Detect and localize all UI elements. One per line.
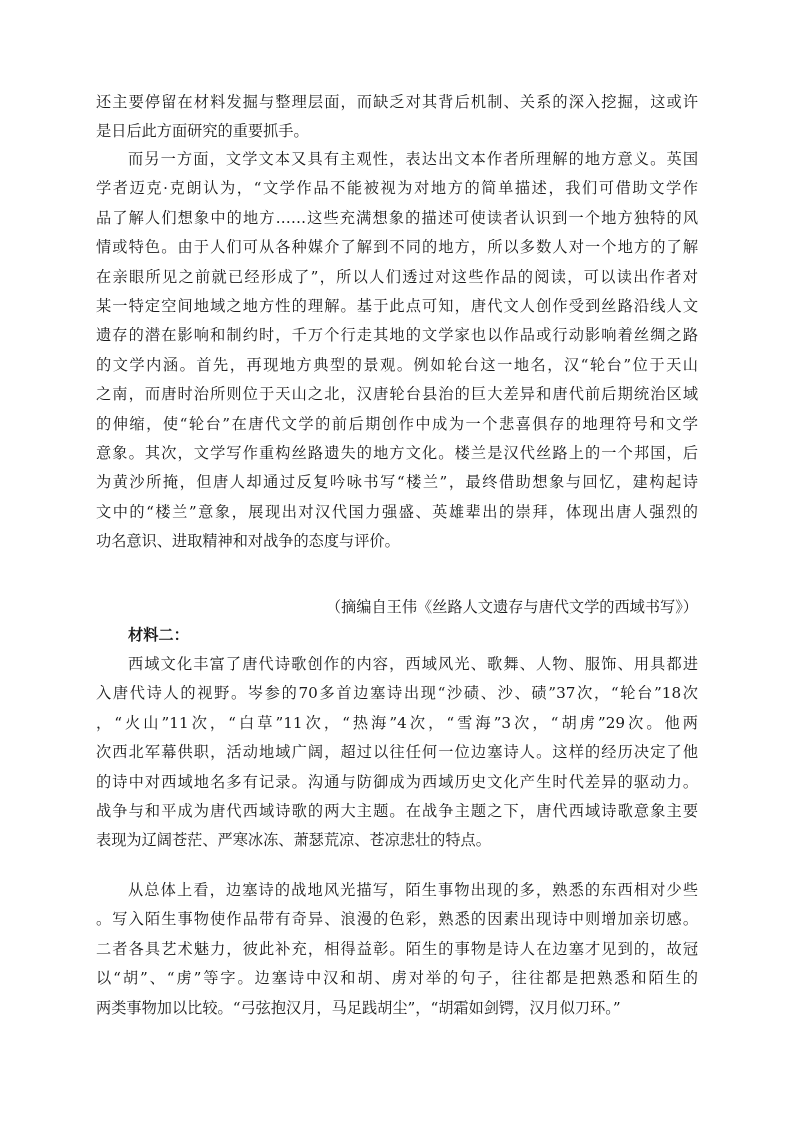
- material2-heading: 材料二：: [128, 626, 189, 644]
- text-line: 的伸缩，使“轮台”在唐代文学的前后期创作中成为一个悲喜俱存的地理符号和文学: [96, 414, 698, 433]
- source-citation: （摘编自王伟《丝路人文遗存与唐代文学的西域书写》）: [325, 598, 698, 616]
- text-line: 次西北军幕供职，活动地域广阔，超过以往任何一位边塞诗人。这样的经历决定了他: [96, 743, 698, 762]
- text-line: 以“胡”、“虏”等字。边塞诗中汉和胡、虏对举的句子，往往都是把熟悉和陌生的: [96, 969, 698, 988]
- text-line: 从总体上看，边塞诗的战地风光描写，陌生事物出现的多，熟悉的东西相对少些: [128, 881, 698, 899]
- text-line: 是日后此方面研究的重要抓手。: [96, 122, 309, 141]
- text-line: 入唐代诗人的视野。岑参的70多首边塞诗出现“沙碛、沙、碛”37次，“轮台”18次: [96, 684, 698, 703]
- material2-paragraph-1: [96, 650, 698, 856]
- text-line: 在亲眼所见之前就已经形成了”，所以人们透过对这些作品的阅读，可以读出作者对: [96, 267, 698, 286]
- text-line: 为黄沙所掩，但唐人却通过反复吟咏书写“楼兰”，最终借助想象与回忆，建构起诗: [96, 473, 698, 492]
- text-line: 意象。其次，文学写作重构丝路遗失的地方文化。楼兰是汉代丝路上的一个邦国，后: [96, 444, 698, 463]
- text-line: 。写入陌生事物使作品带有奇异、浪漫的色彩，熟悉的因素出现诗中则增加亲切感。: [96, 910, 698, 929]
- material1-paragraph-2: [96, 145, 698, 557]
- text-line: 功名意识、进取精神和对战争的态度与评价。: [96, 532, 400, 551]
- text-line: 品了解人们想象中的地方……这些充满想象的描述可使读者认识到一个地方独特的风: [96, 208, 698, 227]
- text-line: ，“火山”11次，“白草”11次，“热海”4次，“雪海”3次，“胡虏”29次。他两: [96, 713, 698, 732]
- text-line: 的诗中对西域地名多有记录。沟通与防御成为西域历史文化产生时代差异的驱动力。: [96, 772, 698, 791]
- material1-paragraph-1: [96, 88, 698, 147]
- text-line: 某一特定空间地域之地方性的理解。基于此点可知，唐代文人创作受到丝路沿线人文: [96, 297, 698, 316]
- text-line: 文中的“楼兰”意象，展现出对汉代国力强盛、英雄辈出的崇拜，体现出唐人强烈的: [96, 502, 698, 521]
- text-line: 二者各具艺术魅力，彼此补充，相得益彰。陌生的事物是诗人在边塞才见到的，故冠: [96, 939, 698, 958]
- text-line: 学者迈克·克朗认为，“文学作品不能被视为对地方的简单描述，我们可借助文学作: [96, 179, 698, 198]
- text-line: 西域文化丰富了唐代诗歌创作的内容，西域风光、歌舞、人物、服饰、用具都进: [128, 655, 698, 673]
- text-line: 还主要停留在材料发掘与整理层面，而缺乏对其背后机制、关系的深入挖掘，这或许: [96, 93, 698, 111]
- text-line: 战争与和平成为唐代西域诗歌的两大主题。在战争主题之下，唐代西域诗歌意象主要: [96, 802, 698, 821]
- text-line: 的文学内涵。首先，再现地方典型的景观。例如轮台这一地名，汉“轮台”位于天山: [96, 355, 698, 374]
- text-line: 之南，而唐时治所则位于天山之北，汉唐轮台县治的巨大差异和唐代前后期统治区域: [96, 385, 698, 404]
- text-line: 两类事物加以比较。“弓弦抱汉月，马足践胡尘”，“胡霜如剑锷，汉月似刀环。”: [96, 998, 621, 1017]
- text-line: 遗存的潜在影响和制约时，千万个行走其地的文学家也以作品或行动影响着丝绸之路: [96, 326, 698, 345]
- text-line: 情或特色。由于人们可从各种媒介了解到不同的地方，所以多数人对一个地方的了解: [96, 238, 698, 257]
- material2-paragraph-2: [96, 876, 698, 1023]
- text-line: 而另一方面，文学文本又具有主观性，表达出文本作者所理解的地方意义。英国: [128, 150, 698, 168]
- text-line: 表现为辽阔苍茫、严寒冰冻、萧瑟荒凉、苍凉悲壮的特点。: [96, 831, 491, 850]
